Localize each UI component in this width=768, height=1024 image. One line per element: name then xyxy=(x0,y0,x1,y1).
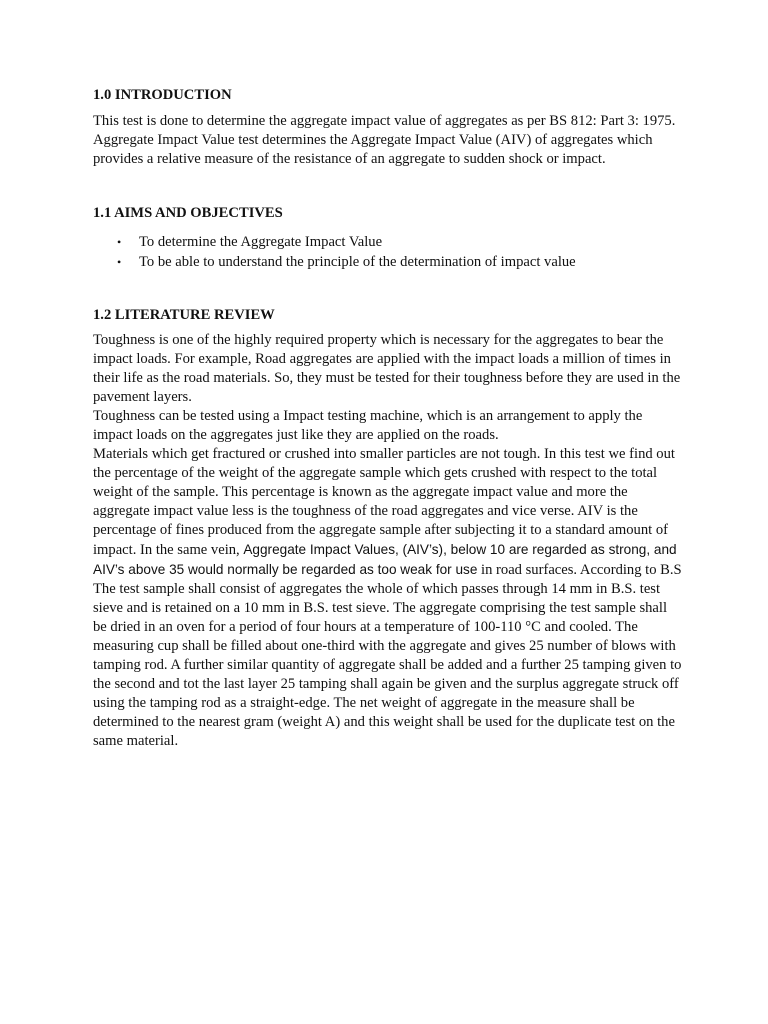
literature-paragraph-3-start: Materials which get fractured or crushed into smaller particles are not tough. In this test we find out the percentage of the weight of the aggregate sample which gets crushed with respect to the total weight of the sample. This percentage is known as the aggregate impact value and more the aggregate impact value less is the toughness of the road aggregates and vice verse. AIV is the percentage of fines produced from the aggregate sample after subjecting it to a standard amount of impact. In the same vein, xyxy=(93,446,675,558)
document-page xyxy=(93,86,683,751)
bullet-icon: • xyxy=(117,255,122,269)
intro-paragraph: This test is done to determine the aggregate impact value of aggregates as per BS 812: Part 3: 1975. Aggregate Impact Value test determines the Aggregate Impact Value (AIV) of aggregates which provides a relative measure of the resistance of an aggregate to sudden shock or impact. xyxy=(93,113,676,167)
aims-item-text: To determine the Aggregate Impact Value xyxy=(139,234,383,250)
literature-paragraph-3 xyxy=(93,445,683,751)
literature-paragraph-2: Toughness can be tested using a Impact testing machine, which is an arrangement to apply the impact loads on the aggregates just like they are applied on the roads. xyxy=(93,408,643,443)
aims-item-text: To be able to understand the principle of the determination of impact value xyxy=(139,254,576,270)
aiv-quote: Aggregate Impact Values, (AIV’s), below 10 are regarded as strong, and AIV’s above 35 would normally be regarded as too weak for use xyxy=(93,542,677,577)
list-item xyxy=(93,252,683,272)
aims-heading: 1.1 AIMS AND OBJECTIVES xyxy=(93,205,283,221)
intro-heading: 1.0 INTRODUCTION xyxy=(93,87,232,103)
aims-list xyxy=(93,232,683,272)
list-item xyxy=(93,232,683,252)
literature-paragraph-1: Toughness is one of the highly required property which is necessary for the aggregates to bear the impact loads. For example, Road aggregates are applied with the impact loads a million of times in their life as the road materials. So, they must be tested for their toughness before they are used in the pavement layers. xyxy=(93,332,681,405)
literature-heading: 1.2 LITERATURE REVIEW xyxy=(93,307,275,323)
bullet-icon: • xyxy=(117,235,122,249)
literature-paragraph-3-end: in road surfaces. According to B.S The test sample shall consist of aggregates the whole of which passes through 14 mm in B.S. test sieve and is retained on a 10 mm in B.S. test sieve. The aggregate comprising the test sample shall be dried in an oven for a period of four hours at a temperature of 100-110 °C and cooled. The measuring cup shall be filled about one-third with the aggregate and gives 25 number of blows with tamping rod. A further similar quantity of aggregate shall be added and a further 25 tamping given to the second and tot the last layer 25 tamping shall again be given and the surplus aggregate struck off using the tamping rod as a straight-edge. The net weight of aggregate in the measure shall be determined to the nearest gram (weight A) and this weight shall be used for the duplicate test on the same material. xyxy=(93,562,682,749)
